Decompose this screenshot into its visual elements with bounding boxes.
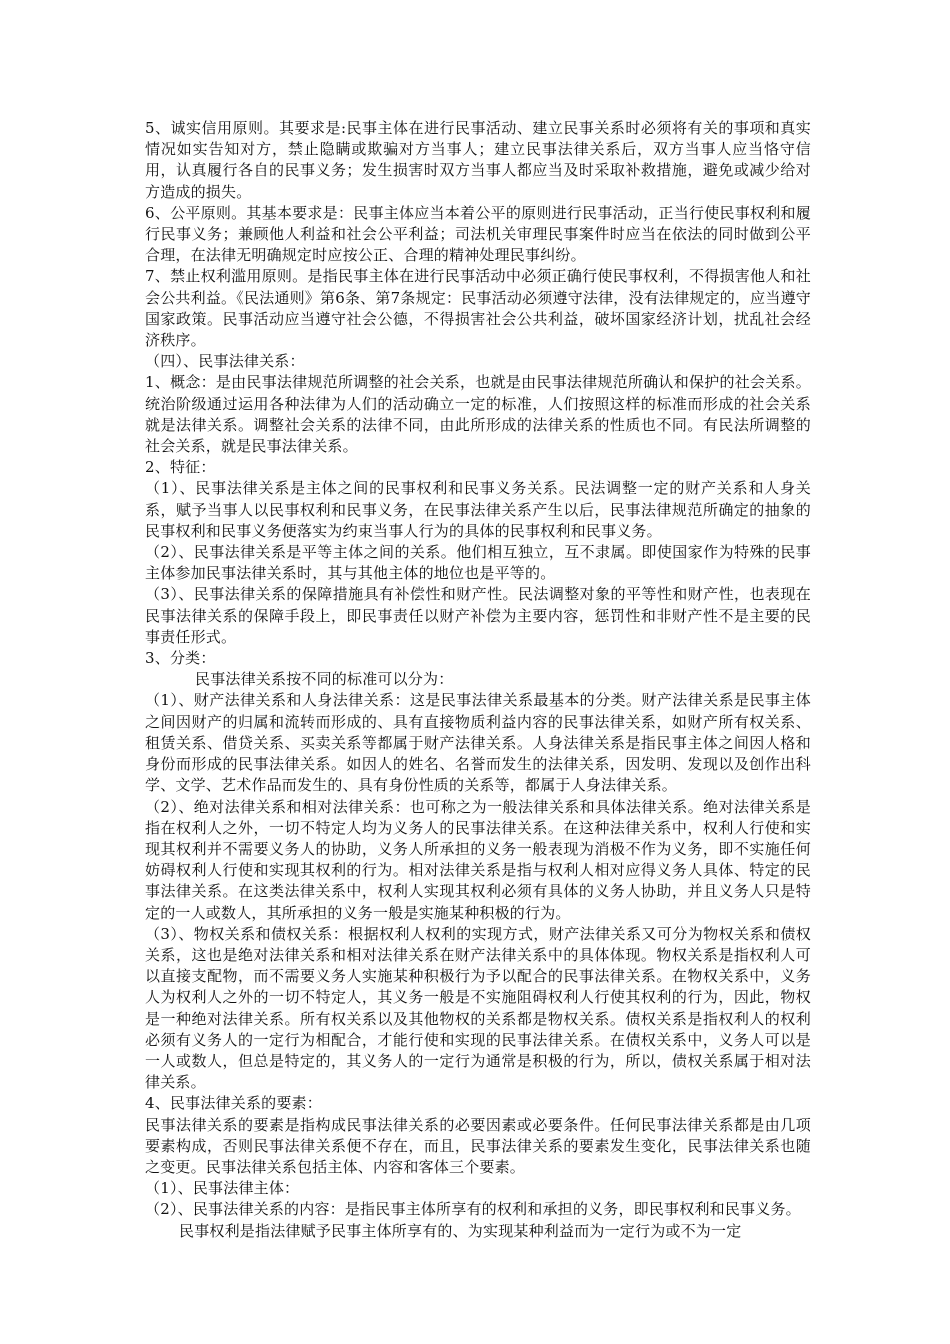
heading-classification: 3、分类： [145, 649, 216, 668]
paragraph-elements: 民事法律关系的要素是指构成民事法律关系的必要因素或必要条件。任何民事法律关系都是由几项要素构成，否则民事法律关系便不存在，而且，民事法律关系的要素发生变化，民事法律关系也随之变更。民事法律关系包括主体、内容和客体三个要素。 [145, 1115, 811, 1176]
heading-features: 2、特征： [145, 458, 216, 477]
paragraph-class-1: （1）、财产法律关系和人身法律关系：这是民事法律关系最基本的分类。财产法律关系是民事主体之间因财产的归属和流转而形成的、具有直接物质利益内容的民事法律关系，如财产所有权关系、租赁关系、借贷关系、买卖关系等都属于财产法律关系。人身法律关系是指民事主体之间因人格和身份而形成的民事法律关系。如因人的姓名、名誉而发生的法律关系，因发明、发现以及创作出科学、文学、艺术作品而发生的、具有身份性质的关系等，都属于人身法律关系。 [145, 691, 811, 795]
paragraph-principle-6: 6、公平原则。其基本要求是：民事主体应当本着公平的原则进行民事活动，正当行使民事权利和履行民事义务；兼顾他人利益和社会公平利益；司法机关审理民事案件时应当在依法的同时做到公平合理，在法律无明确规定时应按公正、合理的精神处理民事纠纷。 [145, 203, 811, 265]
paragraph-concept: 1、概念：是由民事法律规范所调整的社会关系，也就是由民事法律规范所确认和保护的社会关系。统治阶级通过运用各种法律为人们的活动确立一定的标准，人们按照这样的标准而形成的社会关系就是法律关系。调整社会关系的法律不同，由此所形成的法律关系的性质也不同。有民法所调整的社会关系，就是民事法律关系。 [145, 373, 811, 456]
paragraph-subject: （1）、民事法律主体： [145, 1179, 300, 1198]
section-heading-4: （四）、民事法律关系： [145, 352, 305, 371]
paragraph-feature-1: （1）、民事法律关系是主体之间的民事权利和民事义务关系。民法调整一定的财产关系和人身关系，赋予当事人以民事权利和民事义务，在民事法律关系产生以后，民事法律规范所确定的抽象的民事权利和民事义务便落实为约束当事人行为的具体的民事权利和民事义务。 [145, 479, 811, 540]
paragraph-class-3: （3）、物权关系和债权关系：根据权利人权利的实现方式，财产法律关系又可分为物权关系和债权关系，这也是绝对法律关系和相对法律关系在财产法律关系中的具体体现。物权关系是指权利人可以直接支配物，而不需要义务人实施某种积极行为予以配合的民事法律关系。在物权关系中，义务人为权利人之外的一切不特定人，其义务一般是不实施阻碍权利人行使其权利的行为，因此，物权是一种绝对法律关系。所有权关系以及其他物权的关系都是物权关系。债权关系是指权利人的权利必须有义务人的一定行为相配合，才能行使和实现的民事法律关系。在债权关系中，义务人可以是一人或数人，但总是特定的，其义务人的一定行为通常是积极的行为，所以，债权关系属于相对法律关系。 [145, 924, 811, 1092]
paragraph-principle-7: 7、禁止权利滥用原则。是指民事主体在进行民事活动中必须正确行使民事权利，不得损害他人和社会公共利益。《民法通则》第6条、第7条规定：民事活动必须遵守法律，没有法律规定的，应当遵守国家政策。民事活动应当遵守社会公德，不得损害社会公共利益，破坏国家经济计划，扰乱社会经济秩序。 [145, 267, 811, 350]
paragraph-civil-rights: 民事权利是指法律赋予民事主体所享有的、为实现某种利益而为一定行为或不为一定 [179, 1221, 742, 1240]
paragraph-principle-5: 5、诚实信用原则。其要求是:民事主体在进行民事活动、建立民事关系时必须将有关的事项和真实情况如实告知对方，禁止隐瞒或欺骗对方当事人；建立民事法律关系后，双方当事人应当恪守信用，认真履行各自的民事义务；发生损害时双方当事人都应当及时采取补救措施，避免或减少给对方造成的损失。 [145, 119, 811, 201]
paragraph-classification-intro: 民事法律关系按不同的标准可以分为： [195, 670, 454, 689]
paragraph-class-2: （2）、绝对法律关系和相对法律关系：也可称之为一般法律关系和具体法律关系。绝对法律关系是指在权利人之外，一切不特定人均为义务人的民事法律关系。在这种法律关系中，权利人行使和实现其权利并不需要义务人的协助，义务人所承担的义务一般表现为消极不作为义务，即不实施任何妨碍权利人行使和实现其权利的行为。相对法律关系是指与权利人相对应得义务人具体、特定的民事法律关系。在这类法律关系中，权利人实现其权利必须有具体的义务人协助，并且义务人只是特定的一人或数人，其所承担的义务一般是实施某种积极的行为。 [145, 797, 811, 922]
document-body [145, 118, 811, 1242]
paragraph-feature-2: （2）、民事法律关系是平等主体之间的关系。他们相互独立，互不隶属。即使国家作为特殊的民事主体参加民事法律关系时，其与其他主体的地位也是平等的。 [145, 543, 811, 583]
heading-elements: 4、民事法律关系的要素： [145, 1094, 322, 1113]
paragraph-content: （2）、民事法律关系的内容：是指民事主体所享有的权利和承担的义务，即民事权利和民事义务。 [145, 1200, 801, 1219]
paragraph-feature-3: （3）、民事法律关系的保障措施具有补偿性和财产性。民法调整对象的平等性和财产性，也表现在民事法律关系的保障手段上，即民事责任以财产补偿为主要内容，惩罚性和非财产性不是主要的民事责任形式。 [145, 585, 811, 646]
